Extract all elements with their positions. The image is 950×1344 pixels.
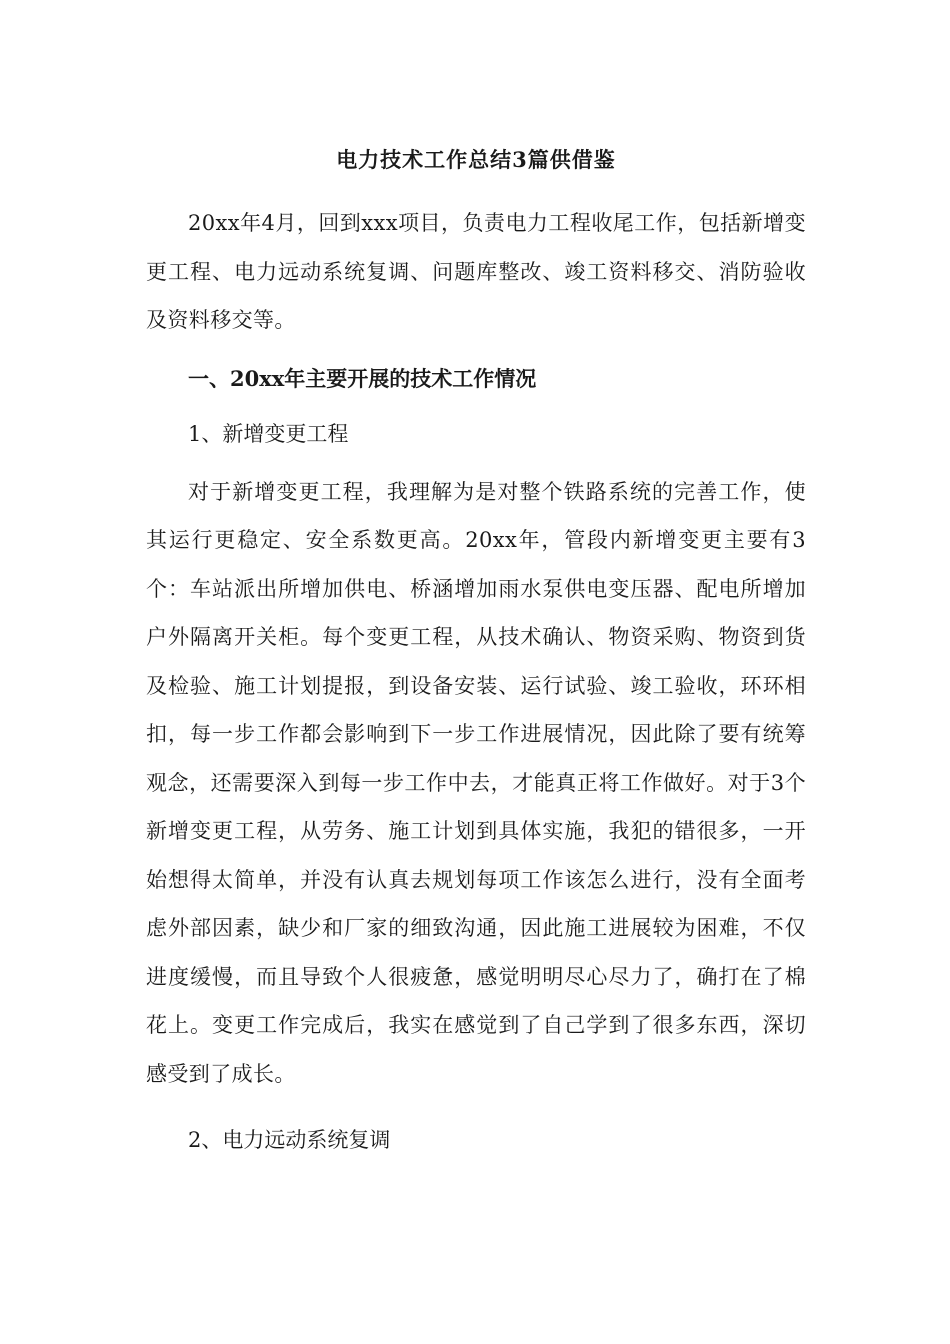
section-heading-1: 一、20xx年主要开展的技术工作情况	[188, 365, 537, 391]
intro-paragraph: 20xx年4月，回到xxx项目，负责电力工程收尾工作，包括新增变更工程、电力远动系统复调、问题库整改、竣工资料移交、消防验收及资料移交等。	[146, 211, 806, 332]
document-page	[146, 138, 806, 1164]
item-heading-1: 1、新增变更工程	[188, 421, 349, 446]
item-heading-2: 2、电力远动系统复调	[188, 1128, 391, 1152]
item-1-paragraph: 对于新增变更工程，我理解为是对整个铁路系统的完善工作，使其运行更稳定、安全系数更高。20xx年，管段内新增变更主要有3个：车站派出所增加供电、桥涵增加雨水泵供电变压器、配电所增加户外隔离开关柜。每个变更工程，从技术确认、物资采购、物资到货及检验、施工计划提报，到设备安装、运行试验、竣工验收，环环相扣，每一步工作都会影响到下一步工作进展情况，因此除了要有统筹观念，还需要深入到每一步工作中去，才能真正将工作做好。对于3个新增变更工程，从劳务、施工计划到具体实施，我犯的错很多，一开始想得太简单，并没有认真去规划每项工作该怎么进行，没有全面考虑外部因素，缺少和厂家的细致沟通，因此施工进展较为困难，不仅进度缓慢，而且导致个人很疲惫，感觉明明尽心尽力了，确打在了棉花上。变更工作完成后，我实在感觉到了自己学到了很多东西，深切感受到了成长。	[146, 479, 806, 1086]
document-title: 电力技术工作总结3篇供借鉴	[336, 147, 616, 172]
